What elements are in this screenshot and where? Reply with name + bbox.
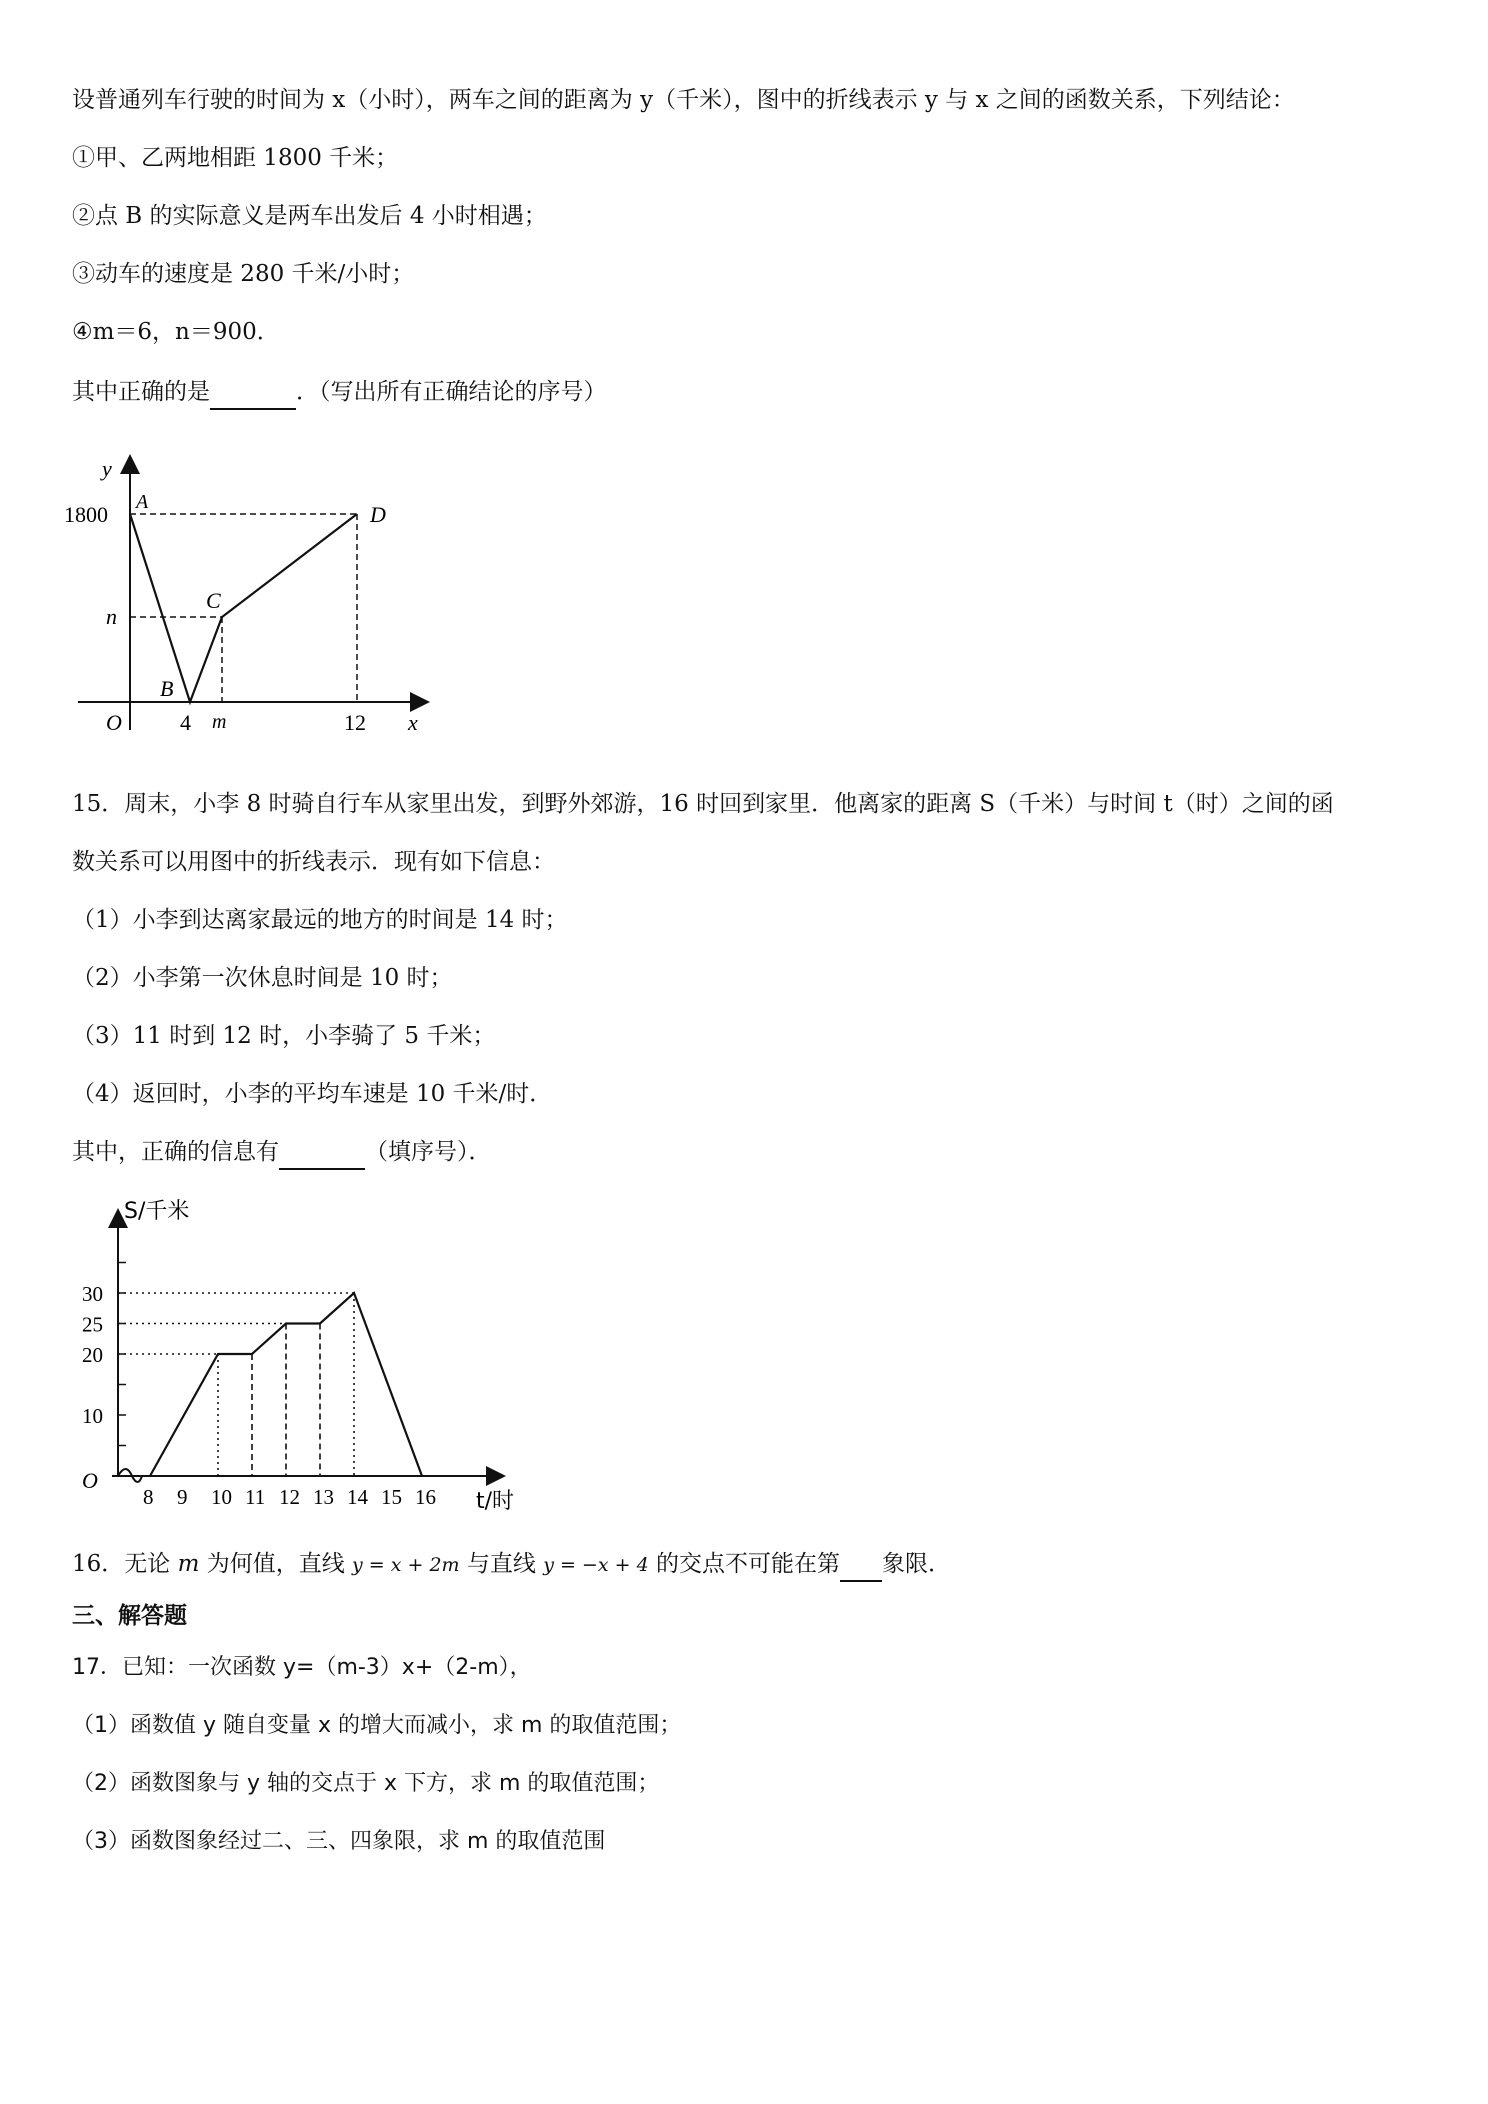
p14-point-d: D (370, 502, 386, 527)
p15-y-tick-label: 10 (82, 1404, 103, 1428)
p15-question-post: （填序号）． (365, 1139, 492, 1165)
p15-x-tick-label: 15 (381, 1485, 402, 1509)
p15-answer-blank[interactable] (279, 1136, 365, 1170)
p14-origin-label: O (106, 710, 122, 735)
p14-question (72, 376, 607, 410)
p14-conclusion-4: ④m＝6，n＝900． (72, 319, 280, 345)
p17-question-3: （3）函数图象经过二、三、四象限，求 m 的取值范围 (72, 1829, 606, 1854)
p16-post-pre: 的交点不可能在第 (648, 1551, 840, 1577)
p15-line-2: 数关系可以用图中的折线表示．现有如下信息： (72, 849, 555, 875)
p15-origin-label: O (82, 1468, 98, 1493)
p14-answer-blank[interactable] (210, 376, 296, 410)
p15-y-tick-label: 25 (82, 1312, 103, 1337)
p14-label-m: m (212, 711, 227, 733)
p14-label-4: 4 (180, 710, 191, 735)
p15-x-tick-label: 10 (211, 1485, 232, 1509)
p16-eq1: y = x + 2m (352, 1554, 460, 1576)
p14-label-12: 12 (344, 710, 366, 735)
p14-label-1800: 1800 (64, 502, 108, 527)
p16-mid2: 与直线 (459, 1551, 544, 1577)
p16-var-m: m (177, 1551, 200, 1577)
p15-info-2: （2）小李第一次休息时间是 10 时； (72, 965, 453, 991)
p14-point-b: B (160, 676, 174, 701)
p17-stem: 17．已知：一次函数 y=（m-3）x+（2-m）， (72, 1655, 532, 1680)
p17-question-1: （1）函数值 y 随自变量 x 的增大而减小，求 m 的取值范围； (72, 1713, 682, 1738)
p14-conclusion-1: ①甲、乙两地相距 1800 千米； (72, 145, 399, 171)
section-3-title: 三、解答题 (72, 1602, 187, 1629)
p15-question (72, 1136, 492, 1170)
p16-text (72, 1548, 951, 1582)
p14-point-a: A (136, 491, 149, 513)
p14-y-axis-label: y (102, 456, 112, 481)
p16-eq2: y = −x + 4 (543, 1554, 649, 1576)
p14-x-axis-label: x (408, 710, 418, 735)
p14-question-post: ．（写出所有正确结论的序号） (296, 379, 607, 405)
p16-mid1: 为何值，直线 (199, 1551, 353, 1577)
p14-graph (60, 448, 440, 748)
p16-answer-blank[interactable] (840, 1548, 882, 1582)
p15-x-tick-label: 12 (279, 1485, 300, 1509)
p16-pre: 16．无论 (72, 1551, 178, 1577)
p15-y-tick-label: 30 (82, 1282, 103, 1306)
p14-point-c: C (206, 588, 221, 613)
p15-info-4: （4）返回时，小李的平均车速是 10 千米/时． (72, 1081, 553, 1107)
p15-x-tick-label: 13 (313, 1485, 334, 1509)
p15-x-tick-label: 16 (415, 1485, 436, 1509)
p14-conclusion-3: ③动车的速度是 280 千米/小时； (72, 261, 415, 287)
p15-x-axis-label: t/时 (476, 1489, 515, 1514)
p15-x-tick-label: 14 (347, 1485, 368, 1509)
p15-x-tick-label: 8 (143, 1485, 154, 1509)
p15-info-3: （3）11 时到 12 时，小李骑了 5 千米； (72, 1023, 496, 1049)
p14-intro: 设普通列车行驶的时间为 x（小时），两车之间的距离为 y（千米），图中的折线表示 y 与 x 之间的函数关系，下列结论： (72, 87, 1295, 113)
p14-label-n: n (106, 604, 117, 629)
p14-question-pre: 其中正确的是 (72, 379, 210, 405)
p15-y-axis-label: S/千米 (124, 1199, 190, 1224)
p15-chart (60, 1196, 520, 1526)
p15-x-tick-label: 11 (245, 1485, 266, 1509)
p15-line-1: 15．周末，小李 8 时骑自行车从家里出发，到野外郊游，16 时回到家里．他离家的距离 S（千米）与时间 t（时）之间的函 (72, 791, 1334, 817)
p15-question-pre: 其中，正确的信息有 (72, 1139, 279, 1165)
p15-y-tick-label: 20 (82, 1343, 103, 1367)
p16-post-post: 象限． (881, 1551, 951, 1577)
p17-question-2: （2）函数图象与 y 轴的交点于 x 下方，求 m 的取值范围； (72, 1771, 660, 1796)
p15-info-1: （1）小李到达离家最远的地方的时间是 14 时； (72, 907, 568, 933)
p14-conclusion-2: ②点 B 的实际意义是两车出发后 4 小时相遇； (72, 203, 547, 229)
p15-x-tick-label: 9 (177, 1485, 188, 1509)
p14-polyline (130, 514, 357, 702)
